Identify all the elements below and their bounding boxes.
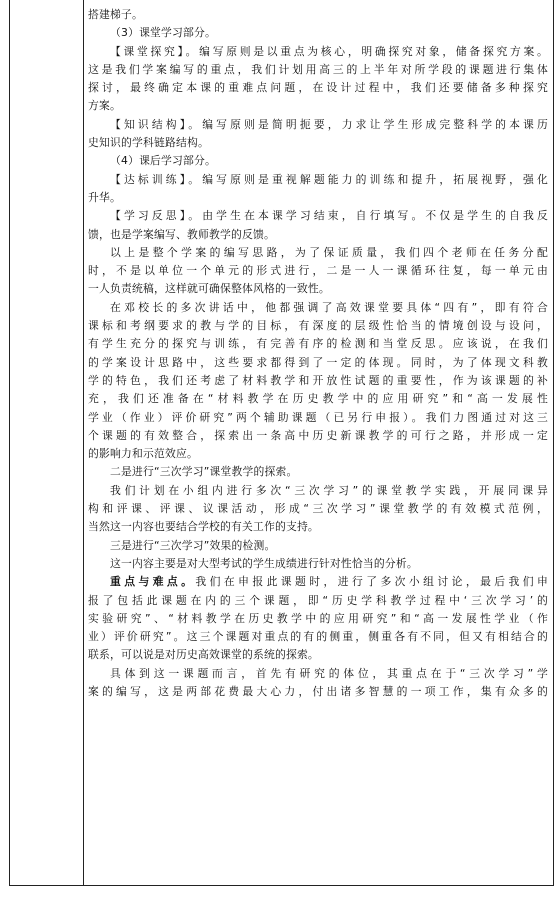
text-line: 个课题的有效整合，探索出一条高中历史新课教学的可行之路，并形成一定 [88,428,548,442]
text-line: 学业（作业）评价研究”两个辅助课题（已另行申报）。我们力图通过对这三 [88,410,548,424]
text-line: 业）评价研究”。这三个课题对重点的有的侧重，侧重各有不同，但又有相结合的 [88,630,548,644]
text-line: 探讨，最终确定本课的重难点问题，在设计过程中，我们还要储备多种探究 [88,81,548,95]
text-line: 这是我们学案编写的重点，我们计划用高三的上半年对所学段的课题进行集体 [88,62,548,76]
text-line: 升华。 [88,190,121,204]
text-line: 有学生充分的探究与训练，有完善有序的检测和当堂反思。应该说，在我们 [88,337,548,351]
text-line: 【学习反思】。由学生在本课学习结束，自行填写。不仅是学生的自我反 [110,209,548,223]
text-line: 在邓校长的多次讲话中，他都强调了高效课堂要具体“四有”，即有符合 [110,300,548,314]
text-line: 史知识的学科链路结构。 [88,136,209,150]
text-line: 报了包括此课题在内的三个课题，即“历史学科教学过程中‘三次学习’的 [88,593,548,607]
table-left-column [10,0,84,885]
table-frame [9,0,554,886]
text-line: 方案。 [88,99,121,113]
text-line: 实验研究”、“材料教学在历史教学中的应用研究”和“高一发展性学业（作 [88,611,548,625]
text-line: 联系，可以说是对历史高效课堂的系统的探索。 [88,648,319,662]
text-line: 三是进行“三次学习”效果的检测。 [110,538,276,552]
text-line-rest: 我们在申报此课题时，进行了多次小组讨论，最后我们申 [195,575,548,589]
bold-heading: 重点与难点。 [110,575,196,589]
text-line: 充，我们还准备在“材料教学在历史教学中的应用研究”和“高一发展性 [88,392,548,406]
text-line: 这一内容主要是对大型考试的学生成绩进行针对性恰当的分析。 [110,556,418,570]
text-line: （3）课堂学习部分。 [110,26,217,40]
text-line: 一人负责统稿，这样就可确保整体风格的一致性。 [88,282,330,296]
text-line: 【知识结构】。编写原则是简明扼要，力求让学生形成完整科学的本课历 [110,117,548,131]
text-line: 具体到这一课题而言，首先有研究的体位，其重点在于“三次学习”学 [110,666,548,680]
text-line: （4）课后学习部分。 [110,154,217,168]
text-line: 当然这一内容也要结合学校的有关工作的支持。 [88,520,319,534]
text-line: 时，不是以单位一个单元的形式进行，二是一人一课循环往复，每一单元由 [88,264,548,278]
document-body [88,6,548,882]
text-line: 以上是整个学案的编写思路，为了保证质量，我们四个老师在任务分配 [110,245,548,259]
text-line: 案的编写，这是两部花费最大心力，付出诸多智慧的一项工作，集有众多的 [88,684,548,698]
text-line: 的学案设计思路中，这些要求都得到了一定的体现。同时，为了体现文科教 [88,355,548,369]
text-line: 二是进行“三次学习”课堂教学的探索。 [110,465,298,479]
text-line: 学的特色，我们还考虑了材料教学和开放性试题的重要性，作为该课题的补 [88,373,548,387]
text-line: 的影响力和示范效应。 [88,447,198,461]
text-line: 【课堂探究】。编写原则是以重点为核心，明确探究对象，储备探究方案。 [110,44,548,58]
text-line: 课标和考纲要求的教与学的目标，有深度的层级性恰当的情境创设与设问， [88,319,548,333]
text-line: 馈，也是学案编写、教师教学的反馈。 [88,227,275,241]
text-line: 构和评课、评课、议课活动，形成“三次学习”课堂教学的有效模式范例， [88,502,548,516]
text-line: 我们计划在小组内进行多次“三次学习”的课堂教学实践，开展同课异 [110,483,548,497]
text-line: 搭建梯子。 [88,8,143,21]
text-line [88,573,548,591]
text-line: 【达标训练】。编写原则是重视解题能力的训练和提升，拓展视野，强化 [110,172,548,186]
